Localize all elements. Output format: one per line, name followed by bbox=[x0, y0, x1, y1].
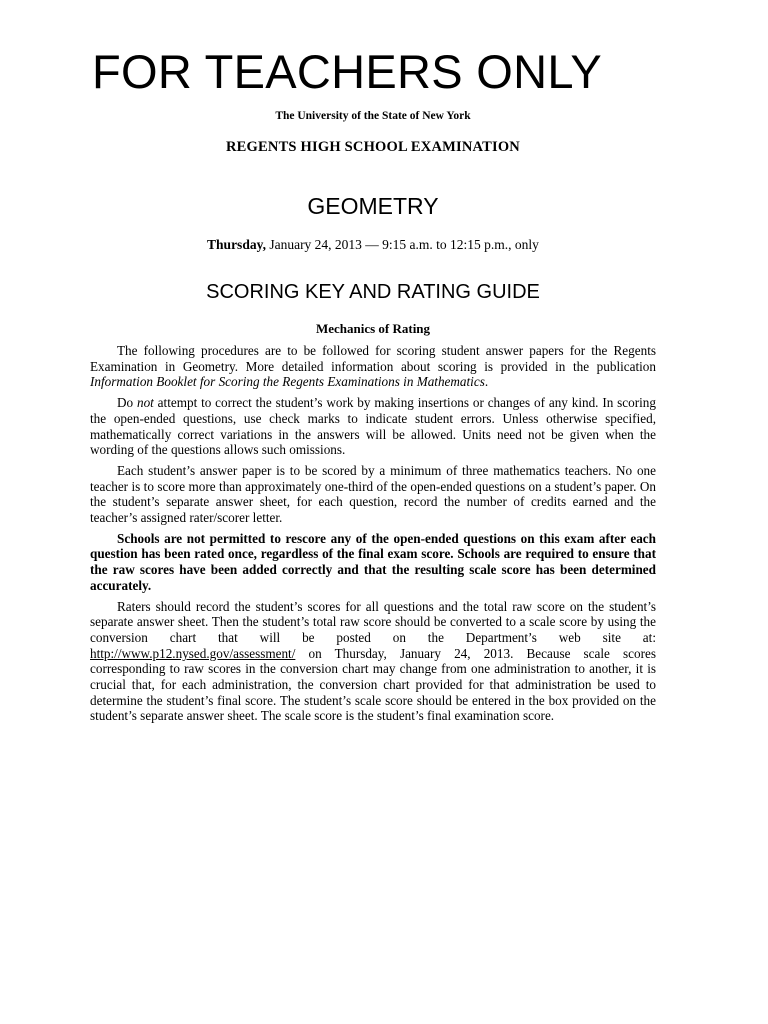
exam-time: January 24, 2013 — 9:15 a.m. to 12:15 p.m., only bbox=[265, 237, 539, 252]
university-name: The University of the State of New York bbox=[275, 110, 471, 122]
body-text bbox=[90, 343, 656, 729]
guide-title: SCORING KEY AND RATING GUIDE bbox=[206, 281, 540, 303]
paragraph-raters: Each student’s answer paper is to be scored by a minimum of three mathematics teachers. No one teacher is to score more than approximately one-third of the open-ended questions on a student’s paper. On the student’s separate answer sheet, for each question, record the number of credits earned and the teacher’s assigned rater/scorer letter. bbox=[90, 462, 656, 526]
exam-name: REGENTS HIGH SCHOOL EXAMINATION bbox=[226, 139, 520, 155]
booklet-title: Information Booklet for Scoring the Regents Examinations in Mathematics bbox=[90, 374, 485, 390]
paragraph-procedures: The following procedures are to be followed for scoring student answer papers for the Regents Examination in Geometry. More detailed information about scoring is provided in the publication Information Booklet for Scoring the Regents Examinations in Mathematics. bbox=[90, 343, 656, 390]
subject-title: GEOMETRY bbox=[307, 193, 439, 219]
paragraph-corrections: Do not attempt to correct the student’s work by making insertions or changes of any kind. In scoring the open-ended questions, use check marks to indicate student errors. Unless otherwise specified, mathematically correct variations in the answers will be allowed. Units need not be given when the wording of the questions allows such omissions. bbox=[90, 395, 656, 458]
emphasis-not: not bbox=[136, 395, 154, 411]
page-title: FOR TEACHERS ONLY bbox=[92, 45, 603, 98]
paragraph-rescore-warning: Schools are not permitted to rescore any of the open-ended questions on this exam after each question has been rated once, regardless of the final exam score. Schools are required to ensure that the raw scores have been added correctly and that the resulting scale score has been determined accurately. bbox=[90, 530, 656, 593]
exam-day: Thursday, bbox=[207, 237, 266, 252]
assessment-link[interactable]: http://www.p12.nysed.gov/assessment/ bbox=[90, 645, 296, 661]
exam-date bbox=[90, 237, 656, 253]
paragraph-scale-score: Raters should record the student’s scores for all questions and the total raw score on the student’s separate answer sheet. Then the student’s total raw score should be converted to a scale score by using the conversion chart that will be posted on the Department’s web site at: http://www.p12.nysed.gov/assessment/ on Thursday, January 24, 2013. Because scale scores corresponding to raw scores in the conversion chart may change from one administration to another, it is crucial that, for each administration, the conversion chart provided for that administration be used to determine the student’s final score. The student’s scale score should be entered in the box provided on the student’s separate answer sheet. The scale score is the student’s final examination score. bbox=[90, 598, 656, 724]
section-title: Mechanics of Rating bbox=[315, 321, 431, 336]
